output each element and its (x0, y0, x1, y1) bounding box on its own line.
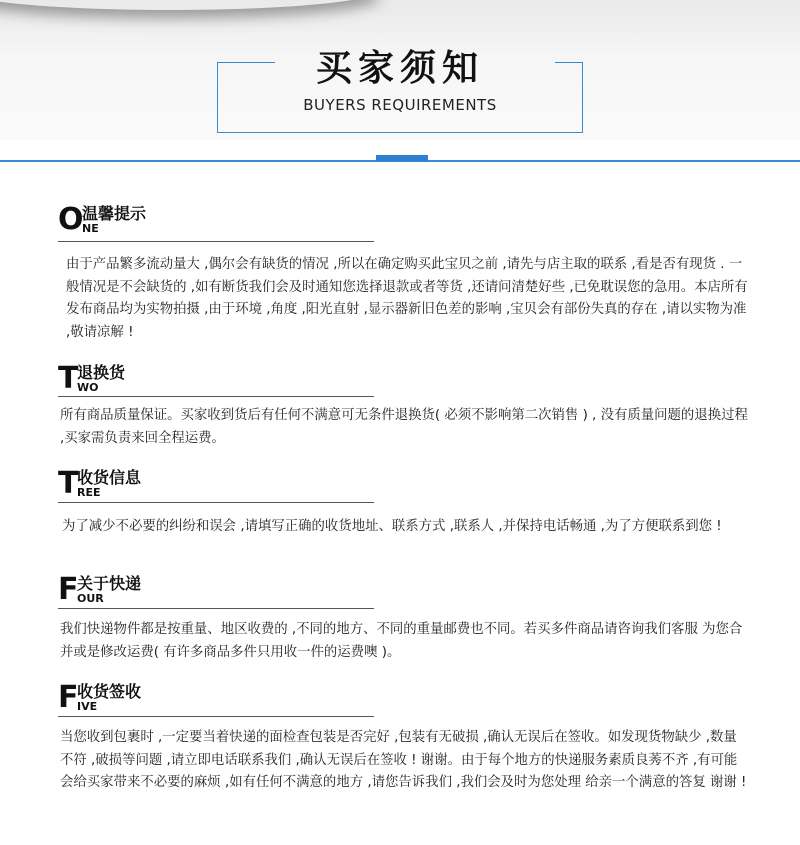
section-subtitle: WO (77, 381, 99, 394)
section-letter: F (58, 680, 79, 715)
page-title: 买家须知 (315, 48, 484, 89)
section-title: 温馨提示 (82, 204, 147, 223)
section-subtitle: OUR (77, 592, 104, 605)
page-subtitle: BUYERS REQUIREMENTS (303, 96, 497, 114)
section-subtitle: NE (82, 222, 99, 235)
section-underline (58, 241, 374, 242)
section-subtitle: REE (77, 486, 101, 499)
section-five-body: 当您收到包裹时 ,一定要当着快递的面检查包装是否完好 ,包装有无破损 ,确认无误后在签收。如发现货物缺少 ,数量不符 ,破损等问题 ,请立即电话联系我们 ,确认无误后在签收 ! 谢谢。由于每个地方的快递服务素质良莠不齐 ,有可能会给买家带来不必要的麻烦 ,如有任何不满意的地方 ,请您告诉我们 ,我们会及时为您处理 给亲一个满意的答复 谢谢 ! (60, 730, 747, 790)
section-four-body: 我们快递物件都是按重量、地区收费的 ,不同的地方、不同的重量邮费也不同。若买多件商品请咨询我们客服 为您合并或是修改运费( 有许多商品多件只用收一件的运费噢 )。 (60, 622, 743, 660)
decorative-swoosh (0, 0, 380, 10)
section-letter: T (58, 466, 79, 501)
section-underline (58, 716, 374, 717)
section-letter: F (58, 572, 79, 607)
section-subtitle: IVE (77, 700, 98, 713)
section-title: 关于快递 (77, 574, 142, 593)
divider-accent (376, 155, 428, 161)
section-underline (58, 502, 374, 503)
section-two-body: 所有商品质量保证。买家收到货后有任何不满意可无条件退换货( 必须不影响第二次销售 ) , 没有质量问题的退换过程 ,买家需负责来回全程运费。 (60, 408, 748, 446)
section-underline (58, 608, 374, 609)
section-one-body: 由于产品繁多流动量大 ,偶尔会有缺货的情况 ,所以在确定购买此宝贝之前 ,请先与店主取的联系 ,看是否有现货 . 一般情况是不会缺货的 ,如有断货我们会及时通知您选择退款或者等货 ,还请问清楚好些 ,已免耽误您的急用。本店所有发布商品均为实物拍摄 ,由于环境 ,角度 ,阳光直射 ,显示器新旧色差的影响 ,宝贝会有部份失真的存在 ,请以实物为准 ,敬请凉解 ! (66, 257, 748, 340)
section-underline (58, 396, 374, 397)
section-three-body: 为了减少不必要的纠纷和误会 ,请填写正确的收货地址、联系方式 ,联系人 ,并保持电话畅通 ,为了方便联系到您 ! (62, 519, 722, 534)
section-title: 退换货 (77, 363, 126, 382)
section-letter: T (58, 361, 79, 396)
section-title: 收货签收 (77, 682, 142, 701)
section-letter: O (58, 202, 84, 237)
section-title: 收货信息 (77, 468, 142, 487)
